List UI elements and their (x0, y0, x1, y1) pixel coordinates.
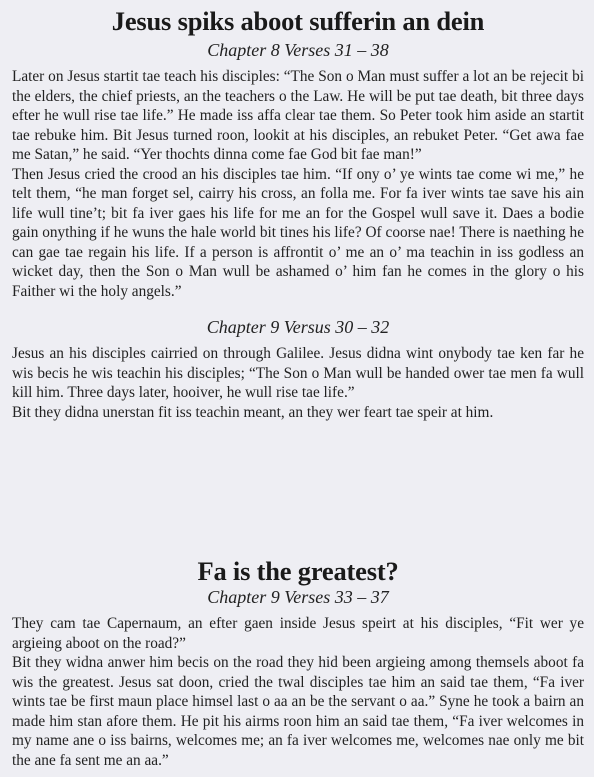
chapter-reference: Chapter 9 Versus 30 – 32 (206, 317, 390, 337)
chapter-reference: Chapter 9 Verses 33 – 37 (207, 587, 389, 607)
section-title: Jesus spiks aboot sufferin an dein (111, 6, 485, 36)
section-chapter-9-30 (12, 316, 584, 422)
paragraph: Bit they didna unerstan fit iss teachin meant, an they wer feart tae speir at him. (12, 403, 494, 421)
paragraph: Later on Jesus startit tae teach his disciples: “The Son o Man must suffer a lot an be rejecit bi the elders, the chief priests, an the teachers o the Law. He will be put tae death, bit three days efter he wull rise tae life.” He made iss affa clear tae them. So Peter took him aside an startit tae rebuke him. Bit Jesus turned roon, lookit at his disciples, an rebuket Peter. “Get awa fae me Satan,” he said. “Yer thochts dinna come fae God bit fae man!” (12, 68, 584, 163)
paragraph: Bit they widna anwer him becis on the road they hid been argieing among themsels aboot fa wis the greatest. Jesus sat doon, cried the twal disciples tae him an said tae them, “Fa iver wints tae be first maun place himsel last o aa an be the servant o aa.” Syne he took a bairn an made him stan afore them. He pit his airms roon him an said tae them, “Fa iver welcomes in my name ane o iss bairns, welcomes me; an fa iver welcomes me, welcomes nae only me bit the ane fa sent me an aa.” (12, 654, 584, 769)
chapter-reference: Chapter 8 Verses 31 – 38 (207, 40, 389, 60)
section-greatest (12, 556, 584, 770)
paragraph: They cam tae Capernaum, an efter gaen inside Jesus speirt at his disciples, “Fit wer ye argieing aboot on the road?” (12, 615, 584, 652)
section-title: Fa is the greatest? (197, 556, 399, 586)
paragraph: Jesus an his disciples cairried on through Galilee. Jesus didna wint onybody tae ken far he wis becis he wis teachin his disciples; “The Son o Man wull be handed ower tae men fa wull kill him. Three days later, hooiver, he wull rise tae life.” (12, 345, 584, 401)
paragraph: Then Jesus cried the crood an his disciples tae him. “If ony o’ ye wints tae come wi me,” he telt them, “he man forget sel, cairry his cross, an folla me. For fa iver wints tae save his ain life wull tine’t; bit fa iver gaes his life for me an for the Gospel wull save it. Daes a bodie gain onything if he wuns the hale world bit tines his life? Of coorse nae! There is naething he can gae tae regain his life. If a person is affrontit o’ me an o’ ma teachin in iss godless an wicket day, then the Son o Man wull be ashamed o’ him fan he comes in the glory o his Faither wi the holy angels.” (12, 165, 584, 300)
section-sufferin (12, 6, 584, 301)
